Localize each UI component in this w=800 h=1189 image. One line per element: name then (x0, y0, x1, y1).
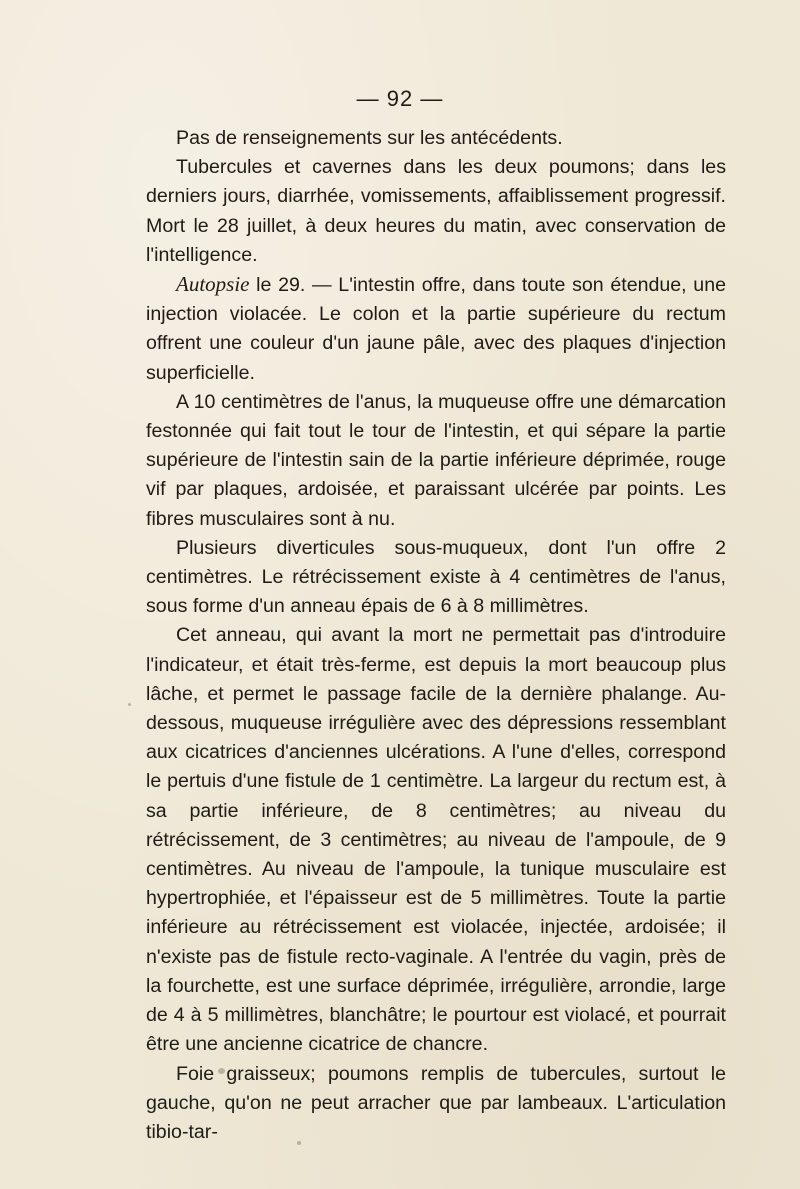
paper-speck (128, 703, 131, 706)
paragraph-diverticules: Plusieurs diverticules sous-muqueux, dont l'un offre 2 centimètres. Le rétrécissement existe à 4 centimètres de l'anus, sous forme d'un anneau épais de 6 à 8 millimètres. (146, 536, 726, 618)
autopsy-text: le 29. — L'intestin offre, dans toute son étendue, une injection violacée. Le colon et la partie supérieure du rectum offrent une couleur d'un jaune pâle, avec des plaques d'injection superficielle. (146, 274, 726, 384)
paragraph-demarcation: A 10 centimètres de l'anus, la muqueuse offre une démarcation festonnée qui fait tout le tour de l'intestin, et qui sépare la partie supérieure de l'intestin sain de la partie inférieure déprimée, rouge vif par plaques, ardoisée, et paraissant ulcérée par points. Les fibres musculaires sont à nu. (146, 390, 726, 530)
paper-speck (297, 1141, 301, 1145)
paragraph-antecedents: Pas de renseignements sur les antécédents. (176, 127, 563, 149)
paragraph-foie: Foie graisseux; poumons remplis de tubercules, surtout le gauche, qu'on ne peut arracher que par lambeaux. L'articulation tibio-tar- (146, 1062, 726, 1143)
paragraph-autopsy (146, 270, 726, 388)
autopsy-heading: Autopsie (176, 272, 250, 297)
body-text (146, 124, 726, 1147)
paragraph-clinical-course: Tubercules et cavernes dans les deux poumons; dans les derniers jours, diarrhée, vomissements, affaiblissement progressif. Mort le 28 juillet, à deux heures du matin, avec conservation de l'intelligence. (146, 156, 726, 266)
paragraph-anneau: Cet anneau, qui avant la mort ne permettait pas d'introduire l'indicateur, et était très-ferme, est depuis la mort beaucoup plus lâche, et permet le passage facile de la dernière phalange. Au-dessous, muqueuse irrégulière avec des dépressions ressemblant aux cicatrices d'anciennes ulcérations. A l'une d'elles, correspond le pertuis d'une fistule de 1 centimètre. La largeur du rectum est, à sa partie inférieure, de 8 centimètres; au niveau du rétrécissement, de 3 centimètres; au niveau de l'ampoule, de 9 centimètres. Au niveau de l'ampoule, la tunique musculaire est hypertrophiée, et l'épaisseur est de 5 millimètres. Toute la partie inférieure au rétrécissement est violacée, injectée, ardoisée; il n'existe pas de fistule recto-vaginale. A l'entrée du vagin, près de la fourchette, est une surface déprimée, irrégulière, arrondie, large de 4 à 5 millimètres, blanchâtre; le pourtour est violacé, et pourrait être une ancienne cicatrice de chancre. (146, 624, 726, 1056)
paper-speck (218, 1068, 225, 1074)
page-number: — 92 — (356, 86, 444, 111)
